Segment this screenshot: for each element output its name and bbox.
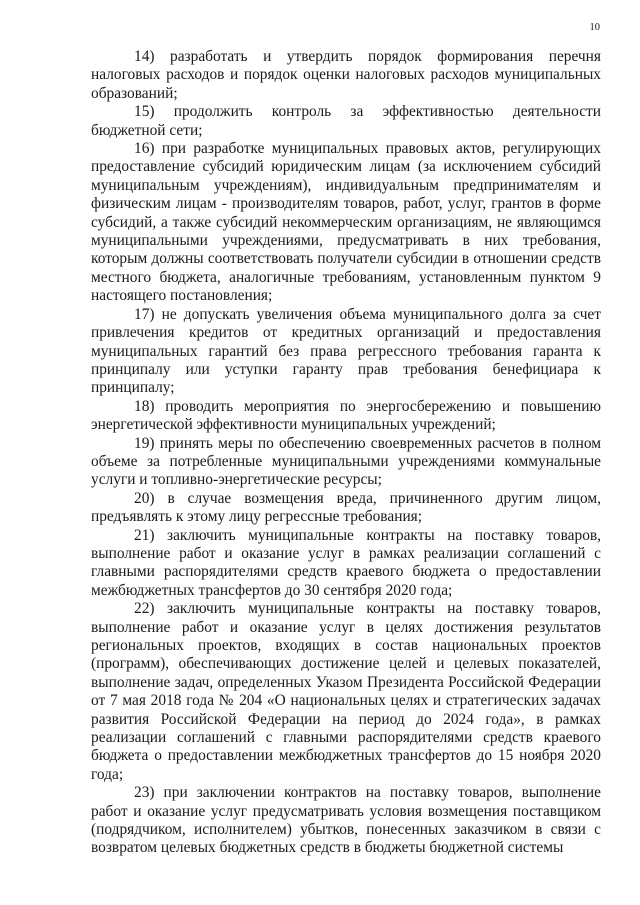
list-item-22: 22) заключить муниципальные контракты на поставку товаров, выполнение работ и оказание услуг в целях достижения результатов региональных проектов, входящих в состав национальных проектов (программ), обеспечивающих достижение целей и целевых показателей, выполнение задач, определенных Указом Президента Российской Федерации от 7 мая 2018 года № 204 «О национальных целях и стратегических задачах развития Российской Федерации на период до 2024 года», в рамках реализации соглашений с главными распорядителями средств краевого бюджета о предоставлении межбюджетных трансфертов до 15 ноября 2020 года;: [91, 600, 601, 783]
list-item-15: 15) продолжить контроль за эффективностью деятельности бюджетной сети;: [91, 103, 601, 139]
list-item-23: 23) при заключении контрактов на поставку товаров, выполнение работ и оказание услуг предусматривать условия возмещения поставщиком (подрядчиком, исполнителем) убытков, понесенных заказчиком в связи с возвратом целевых бюджетных средств в бюджеты бюджетной системы: [91, 784, 601, 857]
list-item-21: 21) заключить муниципальные контракты на поставку товаров, выполнение работ и оказание услуг в рамках реализации соглашений с главными распорядителями средств краевого бюджета о предоставлении межбюджетных трансфертов до 30 сентября 2020 года;: [91, 526, 601, 599]
list-item-17: 17) не допускать увеличения объема муниципального долга за счет привлечения кредитов от кредитных организаций и предоставления муниципальных гарантий без права регрессного требования гаранта к принципалу или уступки гаранту прав требования бенефициара к принципалу;: [91, 305, 601, 397]
document-body: [91, 48, 601, 858]
list-item-19: 19) принять меры по обеспечению своевременных расчетов в полном объеме за потребленные муниципальными учреждениями коммунальные услуги и топливно-энергетические ресурсы;: [91, 434, 601, 489]
list-item-20: 20) в случае возмещения вреда, причиненного другим лицом, предъявлять к этому лицу регрессные требования;: [91, 489, 601, 526]
list-item-16: 16) при разработке муниципальных правовых актов, регулирующих предоставление субсидий юридическим лицам (за исключением субсидий муниципальным учреждениям), индивидуальным предпринимателям и физическим лицам - производителям товаров, работ, услуг, грантов в форме субсидий, а также субсидий некоммерческим организациям, не являющимся муниципальными учреждениями, предусматривать в них требования, которым должны соответствовать получатели субсидии в отношении средств местного бюджета, аналогичные требованиям, установленным пунктом 9 настоящего постановления;: [91, 140, 601, 305]
list-item-18: 18) проводить мероприятия по энергосбережению и повышению энергетической эффективности муниципальных учреждений;: [91, 397, 601, 434]
page-number: 10: [589, 22, 600, 33]
list-item-14: 14) разработать и утвердить порядок формирования перечня налоговых расходов и порядок оценки налоговых расходов муниципальных образований;: [91, 48, 601, 102]
